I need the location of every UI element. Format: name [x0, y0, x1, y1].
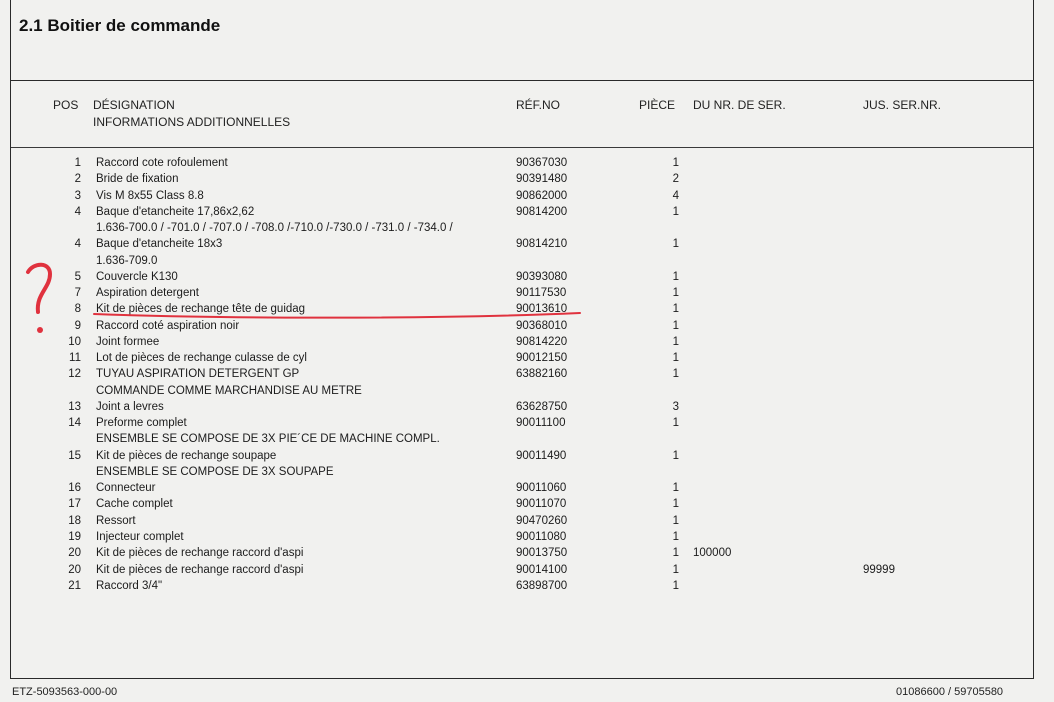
qty-cell: 2: [672, 173, 679, 186]
qty-cell: 1: [672, 530, 679, 543]
header-jus: JUS. SER.NR.: [863, 98, 942, 112]
pos-cell: 9: [74, 319, 81, 332]
pos-cell: 14: [68, 417, 81, 430]
qty-cell: 1: [672, 563, 679, 576]
table-row: [11, 206, 1033, 222]
header-du: DU NR. DE SER.: [693, 98, 786, 112]
table-row: [11, 564, 1033, 580]
designation-cell: ENSEMBLE SE COMPOSE DE 3X SOUPAPE: [96, 465, 334, 478]
qty-cell: 1: [672, 449, 679, 462]
qty-cell: 3: [672, 400, 679, 413]
designation-cell: Baque d'etancheite 18x3: [96, 238, 223, 251]
pos-cell: 3: [74, 189, 81, 202]
pos-cell: 4: [74, 238, 81, 251]
ref-cell: 63628750: [516, 400, 568, 413]
table-row: [11, 287, 1033, 303]
designation-cell: Couvercle K130: [96, 270, 178, 283]
designation-cell: COMMANDE COMME MARCHANDISE AU METRE: [96, 384, 362, 397]
qty-cell: 1: [672, 579, 679, 592]
qty-cell: 1: [672, 352, 679, 365]
page-title: 2.1 Boitier de commande: [19, 16, 221, 35]
ref-cell: 63898700: [516, 579, 568, 592]
table-row: [11, 271, 1033, 287]
designation-cell: Kit de pièces de rechange raccord d'aspi: [96, 563, 304, 576]
ref-cell: 63882160: [516, 368, 568, 381]
qty-cell: 1: [672, 270, 679, 283]
table-row: [11, 336, 1033, 352]
table-row: [11, 417, 1033, 433]
qty-cell: 1: [672, 157, 679, 169]
ref-cell: 90814210: [516, 238, 568, 251]
designation-cell: Raccord cote rofoulement: [96, 157, 228, 169]
qty-cell: 1: [672, 319, 679, 332]
qty-cell: 1: [672, 287, 679, 300]
table-row: [11, 173, 1033, 189]
table-row: [11, 368, 1033, 384]
table-row: [11, 466, 1033, 482]
pos-cell: 2: [74, 173, 81, 186]
table-row: [11, 190, 1033, 206]
table-row: [11, 320, 1033, 336]
designation-cell: Injecteur complet: [96, 530, 184, 543]
header-pos: POS: [53, 98, 79, 112]
ref-cell: 90012150: [516, 352, 568, 365]
table-row: [11, 401, 1033, 417]
pos-cell: 12: [68, 368, 81, 381]
ref-cell: 90011070: [516, 498, 567, 511]
table-row: [11, 385, 1033, 401]
designation-cell: 1.636-709.0: [96, 254, 158, 267]
pos-cell: 21: [68, 579, 81, 592]
designation-cell: Joint a levres: [96, 400, 164, 413]
table-row: [11, 547, 1033, 563]
ref-cell: 90814220: [516, 335, 568, 348]
header-designation: DÉSIGNATION: [93, 98, 175, 112]
qty-cell: 1: [672, 417, 679, 430]
document-frame: [10, 0, 1034, 679]
table-row: [11, 531, 1033, 547]
pos-cell: 18: [68, 514, 81, 527]
ref-cell: 90862000: [516, 189, 568, 202]
designation-cell: Raccord 3/4": [96, 579, 163, 592]
header-ref: RÉF.NO: [516, 98, 561, 112]
qty-cell: 1: [672, 303, 679, 316]
designation-cell: Aspiration detergent: [96, 287, 199, 300]
ref-cell: 90470260: [516, 514, 568, 527]
header-piece: PIÈCE: [639, 98, 676, 112]
ref-cell: 90391480: [516, 173, 568, 186]
designation-cell: Connecteur: [96, 482, 156, 495]
table-row: [11, 482, 1033, 498]
ref-cell: 90011060: [516, 482, 567, 495]
pos-cell: 7: [74, 287, 81, 300]
title-row: [11, 0, 1033, 81]
ref-cell: 90013610: [516, 303, 568, 316]
pos-cell: 19: [68, 530, 81, 543]
pos-cell: 5: [74, 270, 81, 283]
pos-cell: 4: [74, 205, 81, 218]
designation-cell: Baque d'etancheite 17,86x2,62: [96, 205, 255, 218]
table-row: [11, 498, 1033, 514]
table-row: [11, 352, 1033, 368]
ref-cell: 90814200: [516, 205, 568, 218]
qty-cell: 1: [672, 238, 679, 251]
qty-cell: 1: [672, 547, 679, 560]
pos-cell: 13: [68, 400, 81, 413]
designation-cell: Kit de pièces de rechange tête de guidag: [96, 303, 306, 316]
designation-cell: Raccord coté aspiration noir: [96, 319, 240, 332]
designation-cell: Lot de pièces de rechange culasse de cyl: [96, 352, 307, 365]
designation-cell: Joint formee: [96, 335, 160, 348]
jus-cell: 99999: [863, 563, 895, 576]
qty-cell: 1: [672, 482, 679, 495]
pos-cell: 17: [68, 498, 81, 511]
du-cell: 100000: [693, 547, 732, 560]
table-row: [11, 580, 1033, 596]
header-info: INFORMATIONS ADDITIONNELLES: [93, 115, 291, 129]
pos-cell: 15: [68, 449, 81, 462]
designation-cell: TUYAU ASPIRATION DETERGENT GP: [96, 368, 300, 381]
ref-cell: 90014100: [516, 563, 568, 576]
ref-cell: 90011080: [516, 530, 567, 543]
pos-cell: 8: [74, 303, 81, 316]
table-row: [11, 433, 1033, 449]
qty-cell: 1: [672, 498, 679, 511]
designation-cell: Cache complet: [96, 498, 173, 511]
pos-cell: 16: [68, 482, 81, 495]
table-row: [11, 515, 1033, 531]
designation-cell: Preforme complet: [96, 417, 187, 430]
ref-cell: 90117530: [516, 287, 567, 300]
qty-cell: 1: [672, 335, 679, 348]
table-row: [11, 255, 1033, 271]
table-row: [11, 303, 1033, 319]
ref-cell: 90368010: [516, 319, 568, 332]
qty-cell: 4: [672, 189, 679, 202]
designation-cell: Kit de pièces de rechange soupape: [96, 449, 277, 462]
qty-cell: 1: [672, 514, 679, 527]
designation-cell: Ressort: [96, 514, 136, 527]
designation-cell: 1.636-700.0 / -701.0 / -707.0 / -708.0 /-710.0 /-730.0 / -731.0 / -734.0 /: [96, 222, 453, 235]
footer-document-id: ETZ-5093563-000-00: [12, 686, 118, 698]
header-divider: [11, 147, 1033, 148]
pos-cell: 11: [69, 352, 81, 365]
designation-cell: Bride de fixation: [96, 173, 179, 186]
qty-cell: 1: [672, 205, 679, 218]
pos-cell: 20: [68, 563, 81, 576]
pos-cell: 1: [74, 157, 81, 169]
pos-cell: 20: [68, 547, 81, 560]
table-row: [11, 238, 1033, 254]
table-row: [11, 450, 1033, 466]
footer-reference: 01086600 / 59705580: [896, 686, 1004, 698]
ref-cell: 90011490: [516, 449, 567, 462]
ref-cell: 90011100: [516, 417, 566, 430]
ref-cell: 90393080: [516, 270, 568, 283]
pos-cell: 10: [68, 335, 81, 348]
qty-cell: 1: [672, 368, 679, 381]
designation-cell: Vis M 8x55 Class 8.8: [96, 189, 204, 202]
ref-cell: 90013750: [516, 547, 568, 560]
table-row: [11, 222, 1033, 238]
designation-cell: ENSEMBLE SE COMPOSE DE 3X PIE´CE DE MACHINE COMPL.: [96, 433, 440, 446]
table-row: [11, 157, 1033, 173]
ref-cell: 90367030: [516, 157, 568, 169]
designation-cell: Kit de pièces de rechange raccord d'aspi: [96, 547, 304, 560]
